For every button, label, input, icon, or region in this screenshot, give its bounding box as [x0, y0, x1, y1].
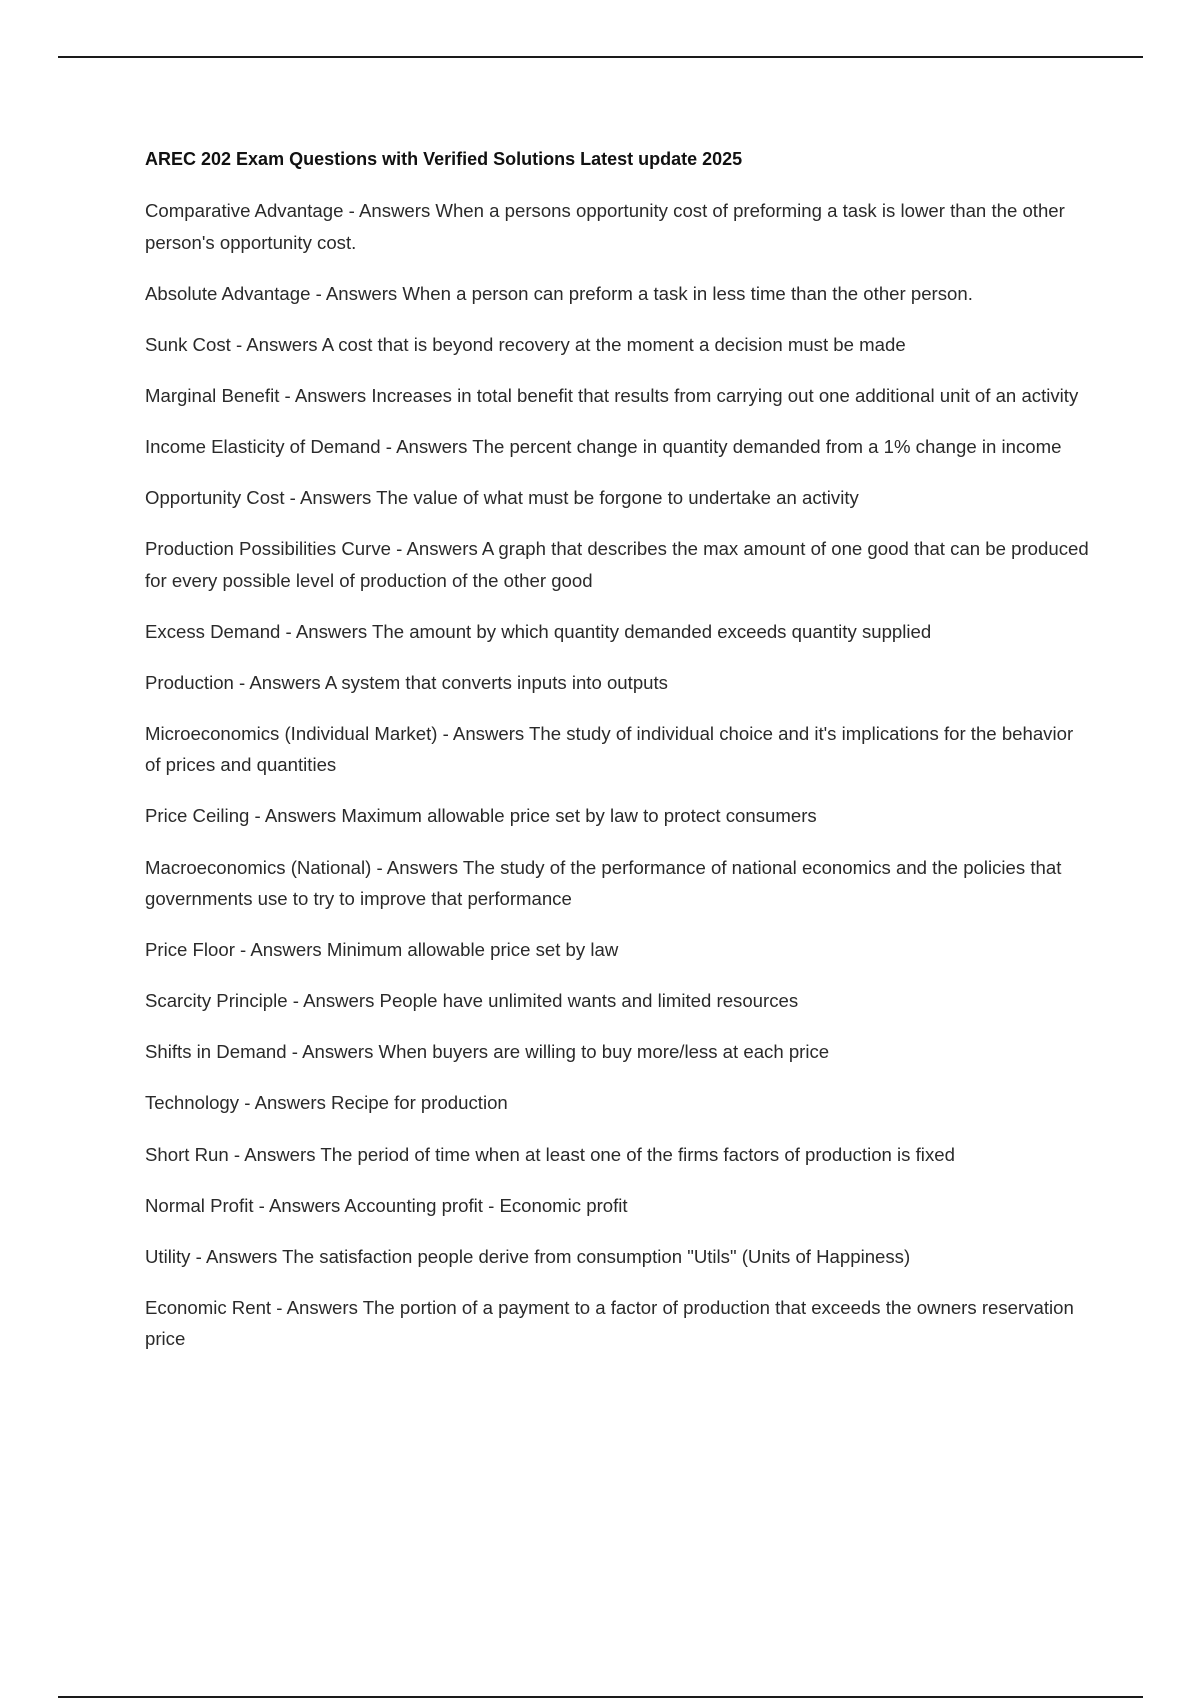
entry-price-floor: Price Floor - Answers Minimum allowable price set by law	[145, 939, 619, 961]
entry-economic-rent: Economic Rent - Answers The portion of a payment to a factor of production that exceeds the owners reservation price	[145, 1296, 1074, 1350]
entry-utility: Utility - Answers The satisfaction people derive from consumption "Utils" (Units of Happiness)	[145, 1245, 911, 1267]
document-title: AREC 202 Exam Questions with Verified Solutions Latest update 2025	[145, 149, 743, 169]
entry-microeconomics: Microeconomics (Individual Market) - Answers The study of individual choice and it's implications for the behavior of prices and quantities	[145, 722, 1074, 776]
footer-rule	[58, 1696, 1143, 1698]
entry-production: Production - Answers A system that converts inputs into outputs	[145, 671, 668, 693]
entry-absolute-advantage: Absolute Advantage - Answers When a person can preform a task in less time than the other person.	[145, 282, 973, 304]
entry-scarcity-principle: Scarcity Principle - Answers People have unlimited wants and limited resources	[145, 990, 799, 1012]
entry-technology: Technology - Answers Recipe for production	[145, 1092, 508, 1114]
entry-excess-demand: Excess Demand - Answers The amount by which quantity demanded exceeds quantity supplied	[145, 620, 932, 642]
entry-sunk-cost: Sunk Cost - Answers A cost that is beyond recovery at the moment a decision must be made	[145, 333, 906, 355]
document-body	[145, 146, 1090, 1374]
entry-short-run: Short Run - Answers The period of time when at least one of the firms factors of production is fixed	[145, 1143, 955, 1165]
entry-income-elasticity: Income Elasticity of Demand - Answers The percent change in quantity demanded from a 1% change in income	[145, 435, 1062, 457]
entry-normal-profit: Normal Profit - Answers Accounting profit - Economic profit	[145, 1194, 628, 1216]
entry-marginal-benefit: Marginal Benefit - Answers Increases in total benefit that results from carrying out one additional unit of an activity	[145, 384, 1079, 406]
entry-comparative-advantage: Comparative Advantage - Answers When a persons opportunity cost of preforming a task is lower than the other person's opportunity cost.	[145, 200, 1065, 253]
header-rule	[58, 56, 1143, 58]
entry-opportunity-cost: Opportunity Cost - Answers The value of what must be forgone to undertake an activity	[145, 486, 859, 508]
entry-production-possibilities-curve: Production Possibilities Curve - Answers A graph that describes the max amount of one good that can be produced for every possible level of production of the other good	[145, 538, 1089, 591]
entry-shifts-in-demand: Shifts in Demand - Answers When buyers are willing to buy more/less at each price	[145, 1041, 830, 1063]
entry-price-ceiling: Price Ceiling - Answers Maximum allowable price set by law to protect consumers	[145, 805, 817, 827]
entry-macroeconomics: Macroeconomics (National) - Answers The study of the performance of national economics and the policies that governments use to try to improve that performance	[145, 856, 1062, 910]
